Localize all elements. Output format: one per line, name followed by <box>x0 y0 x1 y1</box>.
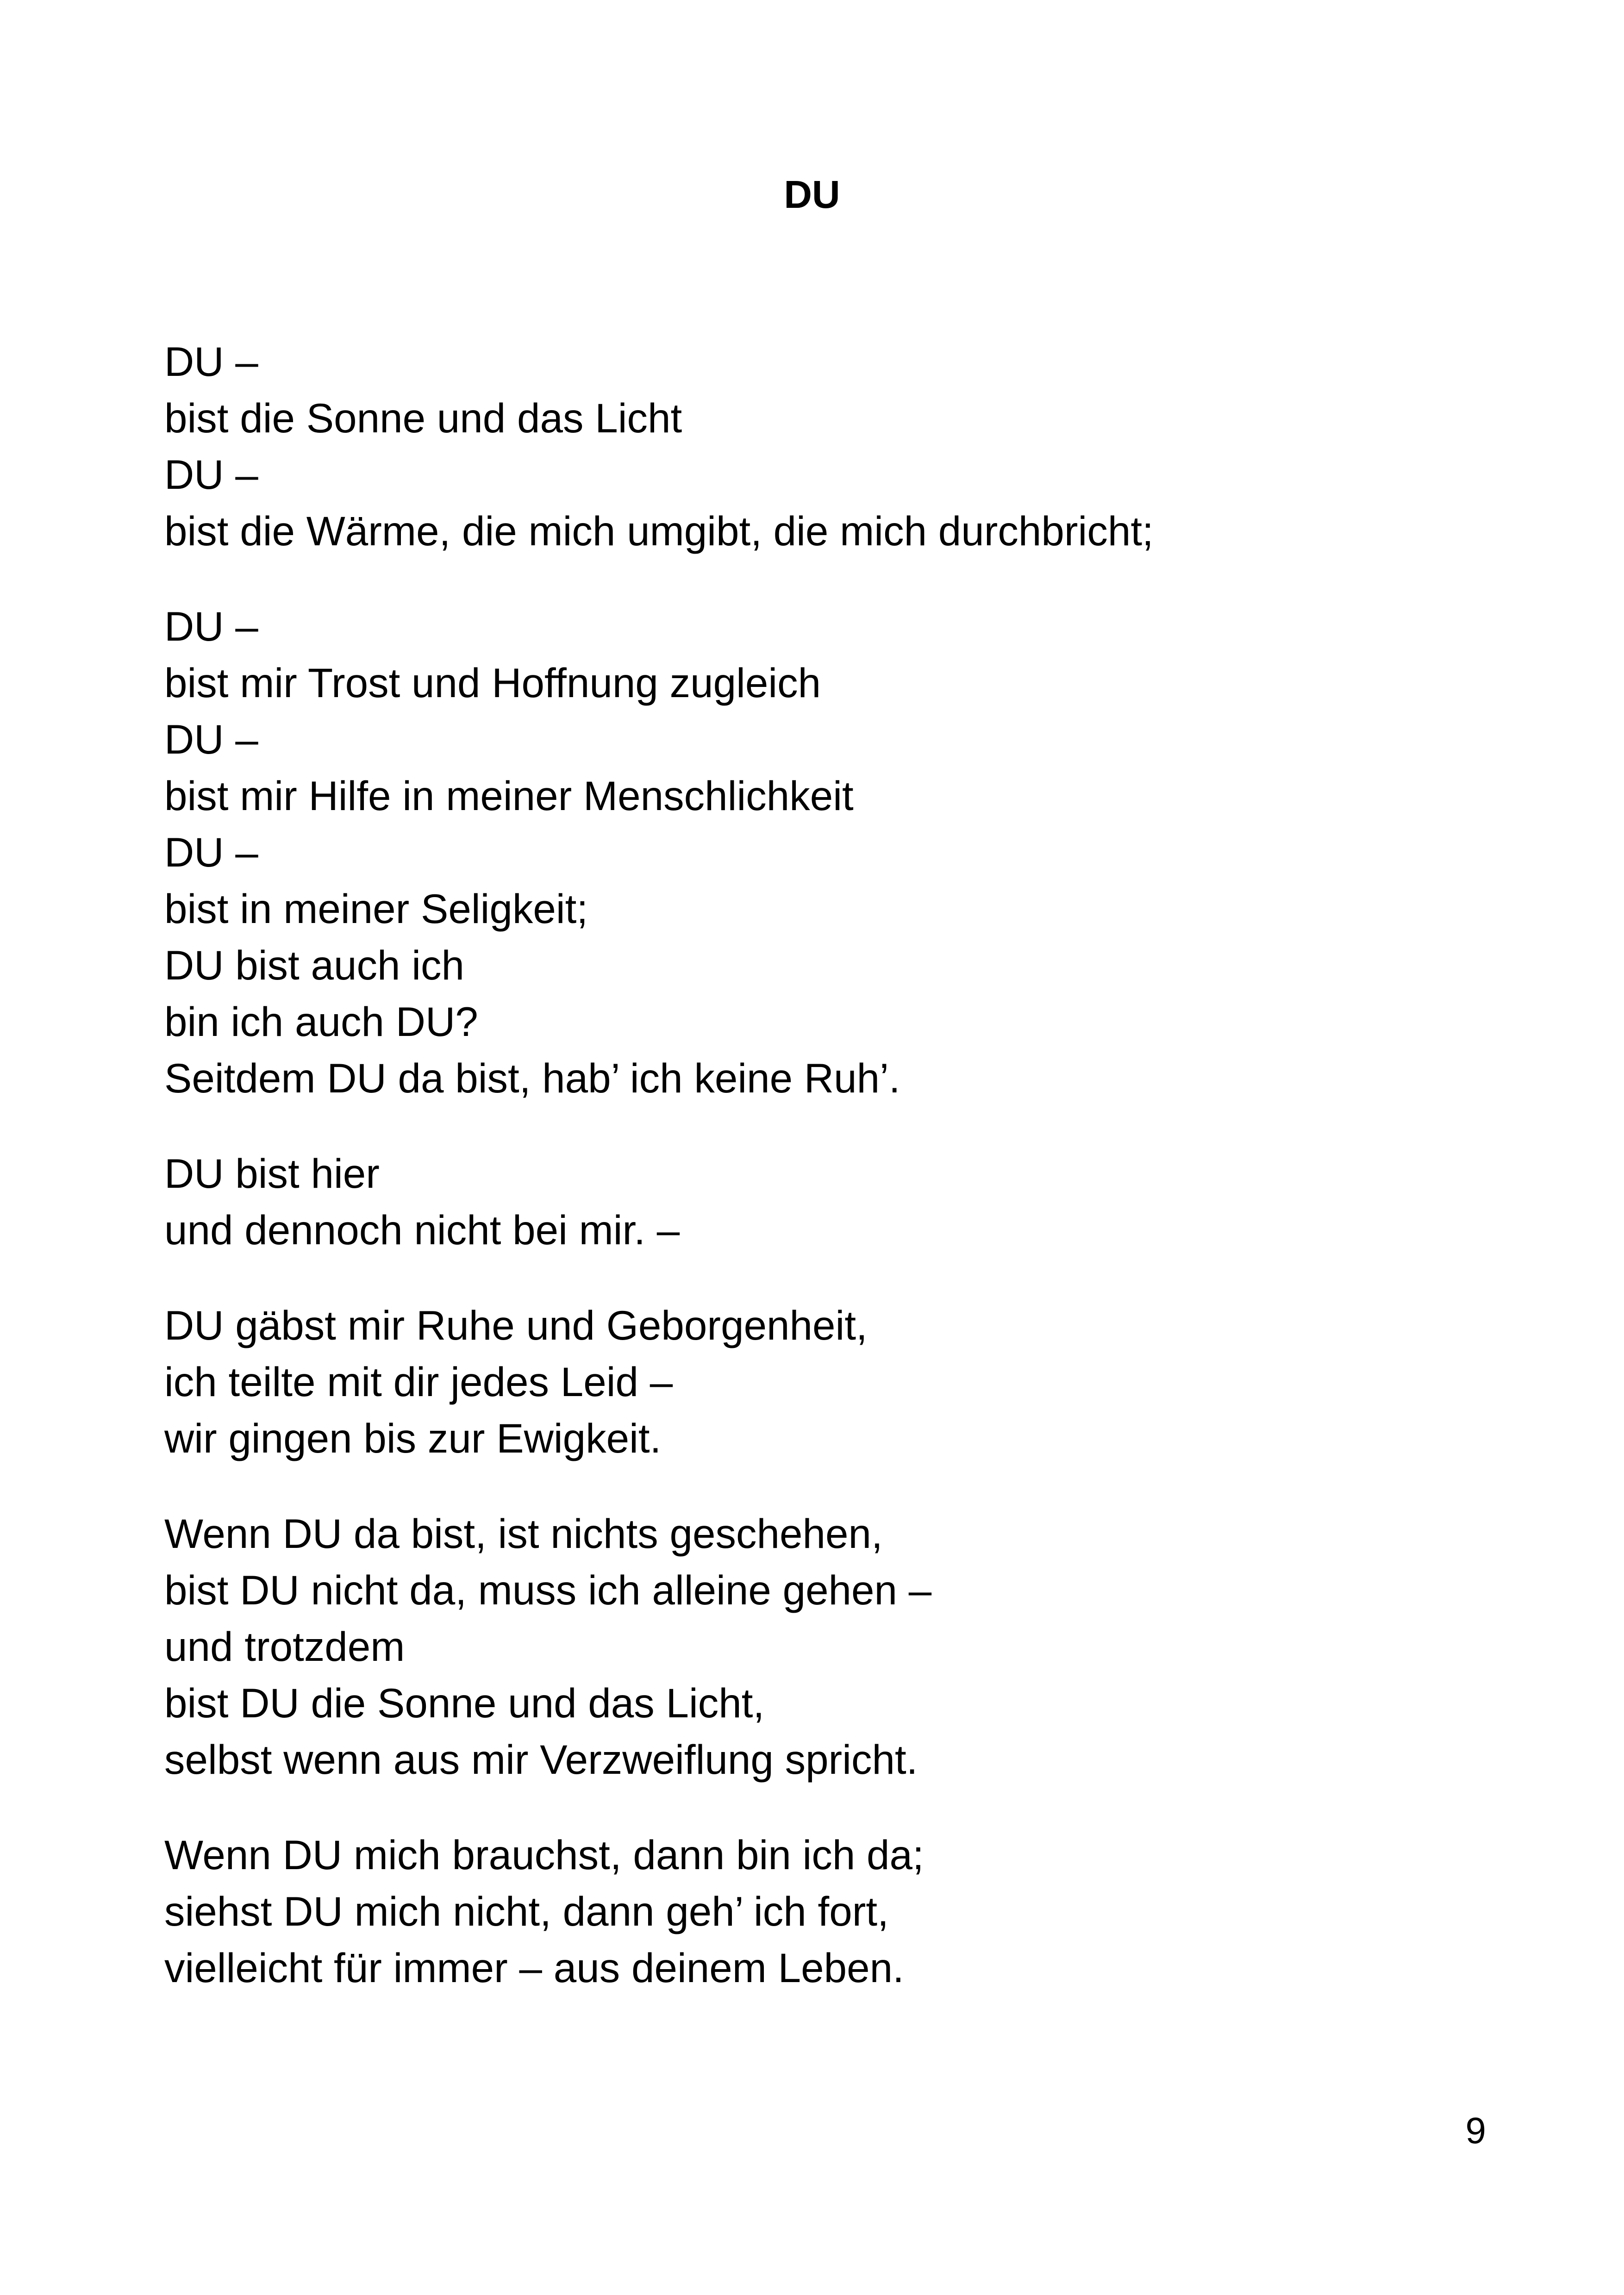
poem-body <box>164 333 1507 2035</box>
poem-line: bist mir Trost und Hoffnung zugleich <box>164 660 821 706</box>
poem-line: DU – <box>164 829 258 875</box>
poem-line: und dennoch nicht bei mir. – <box>164 1207 680 1253</box>
poem-line: bist in meiner Seligkeit; <box>164 886 588 932</box>
poem-line: selbst wenn aus mir Verzweiflung spricht. <box>164 1736 918 1783</box>
poem-line: bin ich auch DU? <box>164 998 478 1045</box>
poem-line: Seitdem DU da bist, hab’ ich keine Ruh’. <box>164 1055 900 1101</box>
stanza-2 <box>164 598 1507 1106</box>
poem-line: bist die Sonne und das Licht <box>164 395 682 441</box>
poem-line: bist mir Hilfe in meiner Menschlichkeit <box>164 773 854 819</box>
poem-line: bist DU die Sonne und das Licht, <box>164 1680 765 1726</box>
poem-line: Wenn DU da bist, ist nichts geschehen, <box>164 1510 883 1557</box>
stanza-6 <box>164 1827 1507 1996</box>
poem-line: DU bist auch ich <box>164 942 464 988</box>
stanza-4 <box>164 1297 1507 1466</box>
stanza-3 <box>164 1145 1507 1258</box>
poem-line: DU – <box>164 603 258 649</box>
poem-line: siehst DU mich nicht, dann geh’ ich fort, <box>164 1888 889 1934</box>
stanza-1 <box>164 333 1507 559</box>
poem-line: und trotzdem <box>164 1623 405 1670</box>
poem-line: DU – <box>164 338 258 385</box>
poem-line: DU – <box>164 716 258 762</box>
poem-line: wir gingen bis zur Ewigkeit. <box>164 1415 662 1461</box>
stanza-5 <box>164 1505 1507 1788</box>
poem-line: ich teilte mit dir jedes Leid – <box>164 1359 673 1405</box>
poem-line: bist die Wärme, die mich umgibt, die mich durchbricht; <box>164 508 1154 554</box>
poem-line: DU bist hier <box>164 1150 380 1197</box>
poem-line: bist DU nicht da, muss ich alleine gehen – <box>164 1567 932 1613</box>
poem-title: DU <box>784 173 840 216</box>
poem-line: DU – <box>164 451 258 498</box>
poem-line: Wenn DU mich brauchst, dann bin ich da; <box>164 1832 924 1878</box>
poem-line: DU gäbst mir Ruhe und Geborgenheit, <box>164 1302 868 1348</box>
poem-line: vielleicht für immer – aus deinem Leben. <box>164 1945 904 1991</box>
page-number: 9 <box>1465 2110 1486 2151</box>
